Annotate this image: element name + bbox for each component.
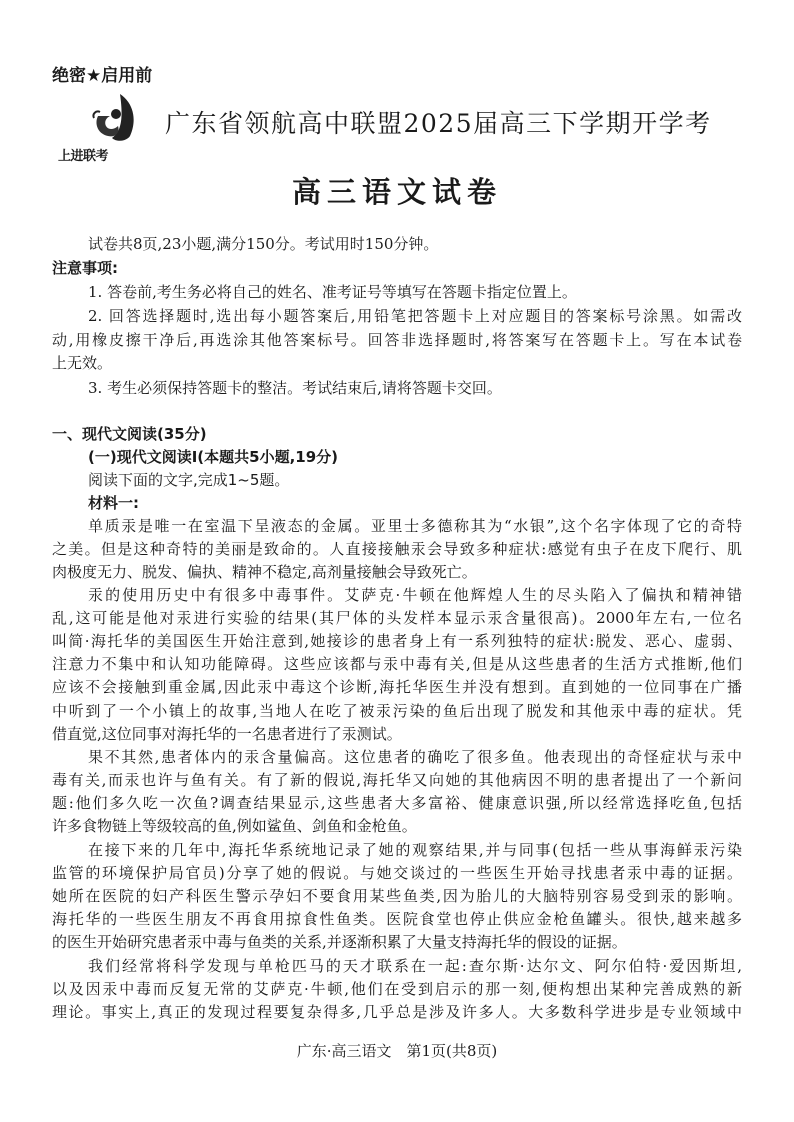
body-line: 肉极度无力、脱发、偏执、精神不稳定,高剂量接触会导致死亡。 (52, 563, 477, 581)
page-footer: 广东·高三语文 第1页(共8页) (296, 1042, 498, 1060)
paper-title: 高三语文试卷 (291, 175, 502, 209)
body-line: 的医生开始研究患者汞中毒与鱼类的关系,并逐渐积累了大量支持海托华的假设的证据。 (52, 933, 627, 951)
notice-item: 2. 回答选择题时,选出每小题答案后,用铅笔把答题卡上对应题目的答案标号涂黑。如需改 (88, 307, 742, 325)
confidential-label: 绝密★启用前 (52, 66, 153, 86)
body-line: 我们经常将科学发现与单枪匹马的天才联系在一起:查尔斯·达尔文、阿尔伯特·爱因斯坦, (88, 957, 742, 975)
exam-summary: 试卷共8页,23小题,满分150分。考试用时150分钟。 (88, 235, 439, 253)
body-line: 中听到了一个小镇上的故事,当地人在吃了被汞污染的鱼后出现了脱发和其他汞中毒的症状。凭 (52, 702, 742, 720)
body-line: 借直觉,这位同事对海托华的一名患者进行了汞测试。 (52, 725, 402, 743)
notice-item: 3. 考生必须保持答题卡的整洁。考试结束后,请将答题卡交回。 (88, 379, 502, 397)
body-line: 监管的环境保护局官员)分享了她的假说。与她交谈过的一些医生开始寻找患者汞中毒的证据。 (52, 864, 742, 882)
alliance-logo-icon (90, 92, 142, 144)
body-line: 题:他们多久吃一次鱼?调查结果显示,这些患者大多富裕、健康意识强,所以经常选择吃鱼,包括 (52, 794, 742, 812)
body-line: 果不其然,患者体内的汞含量偏高。这位患者的确吃了很多鱼。他表现出的奇怪症状与汞中 (88, 748, 742, 766)
body-line: 在接下来的几年中,海托华系统地记录了她的观察结果,并与同事(包括一些从事海鲜汞污染 (88, 841, 742, 859)
body-line: 许多食物链上等级较高的鱼,例如鲨鱼、剑鱼和金枪鱼。 (52, 817, 417, 835)
notice-item-continued: 动,用橡皮擦干净后,再选涂其他答案标号。回答非选择题时,将答案写在答题卡上。写在本试卷 (52, 331, 742, 349)
material-label: 材料一: (88, 494, 139, 512)
reading-instruction: 阅读下面的文字,完成1~5题。 (88, 471, 290, 489)
body-line: 注意力不集中和认知功能障碍。这些应该都与汞中毒有关,但是从这些患者的生活方式推断,他们 (52, 655, 742, 673)
body-line: 单质汞是唯一在室温下呈液态的金属。亚里士多德称其为“水银”,这个名字体现了它的奇特 (88, 517, 742, 535)
section-subheading: (一)现代文阅读Ⅰ(本题共5小题,19分) (88, 448, 339, 466)
notice-item: 1. 答卷前,考生务必将自己的姓名、准考证号等填写在答题卡指定位置上。 (88, 283, 577, 301)
logo-text: 上进联考 (58, 149, 109, 164)
body-line: 理论。事实上,真正的发现过程要复杂得多,几乎总是涉及许多人。大多数科学进步是专业领域中 (52, 1003, 742, 1021)
body-line: 之美。但是这种奇特的美丽是致命的。人直接接触汞会导致多种症状:感觉有虫子在皮下爬行、肌 (52, 540, 742, 558)
body-line: 她所在医院的妇产科医生警示孕妇不要食用某些鱼类,因为胎儿的大脑特别容易受到汞的影响。 (52, 887, 742, 905)
body-line: 毒有关,而汞也许与鱼有关。有了新的假说,海托华又向她的其他病因不明的患者提出了一个新问 (52, 771, 742, 789)
section-heading: 一、现代文阅读(35分) (52, 425, 207, 443)
body-line: 海托华的一些医生朋友不再食用掠食性鱼类。医院食堂也停止供应金枪鱼罐头。很快,越来越多 (52, 910, 742, 928)
body-line: 叫简·海托华的美国医生开始注意到,她接诊的患者身上有一系列独特的症状:脱发、恶心、虚弱、 (52, 632, 742, 650)
notice-heading: 注意事项: (52, 259, 118, 277)
body-line: 以及因汞中毒而反复无常的艾萨克·牛顿,他们在受到启示的那一刻,便构想出某种完善成熟的新 (52, 980, 742, 998)
notice-item-continued: 上无效。 (52, 354, 113, 372)
body-line: 乱,这可能是他对汞进行实验的结果(其尸体的头发样本显示汞含量很高)。2000年左右,一位名 (52, 609, 742, 627)
body-line: 汞的使用历史中有很多中毒事件。艾萨克·牛顿在他辉煌人生的尽头陷入了偏执和精神错 (88, 586, 742, 604)
body-line: 应该不会接触到重金属,因此汞中毒这个诊断,海托华医生并没有想到。直到她的一位同事在广播 (52, 678, 742, 696)
exam-title: 广东省领航高中联盟2025届高三下学期开学考 (165, 109, 712, 138)
